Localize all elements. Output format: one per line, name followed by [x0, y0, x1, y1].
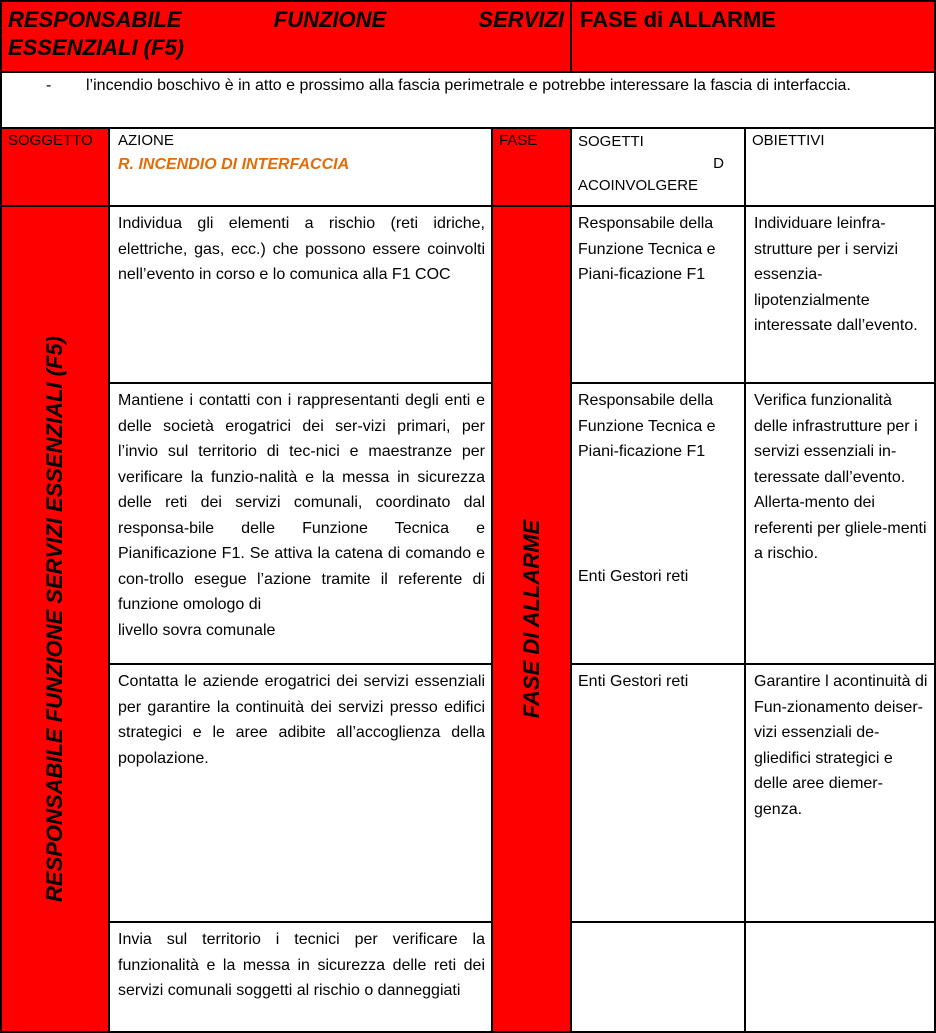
col-obiettivi [744, 127, 936, 207]
col-soggetto-label: SOGGETTO [8, 132, 93, 149]
row-2-soggetti-text: Responsabile della Funzione Tecnica e Piani-ficazione F1 [578, 392, 716, 460]
table-row-1-azione [108, 205, 493, 384]
col-azione-subtitle: R. INCENDIO DI INTERFACCIA [118, 156, 350, 173]
table-row-1-soggetti [570, 205, 746, 384]
soggetto-band [0, 205, 110, 1033]
header-title-cell [0, 0, 572, 73]
col-fase [491, 127, 572, 207]
table-row-3-soggetti [570, 663, 746, 923]
table-row-4-soggetti [570, 921, 746, 1033]
col-soggetti-line3: ACOINVOLGERE [578, 177, 699, 194]
intro-bullet: - [46, 77, 52, 94]
col-fase-label: FASE [499, 132, 538, 149]
row-1-soggetti-text: Responsabile della Funzione Tecnica e Piani-ficazione F1 [578, 215, 716, 283]
row-2-azione-text: Mantiene i contatti con i rappresentanti degli enti e delle società erogatrici dei ser-vizi primari, per l’invio sul territorio di tec-nici e maestranze per verificare la funzio-nalità e la messa in sicurezza delle reti dei servizi comunali, coordinato dal responsa-bile delle Funzione Tecnica e Pianificazione F1. Se attiva la catena di comando e con-trollo esegue l’azione tramite il referente di funzione omologo di [118, 392, 485, 613]
col-soggetto [0, 127, 110, 207]
row-2-azione-last: livello sovra comunale [118, 621, 276, 639]
col-soggetti-line2: D [713, 155, 724, 172]
col-obiettivi-label: OBIETTIVI [752, 132, 825, 149]
row-3-azione-text: Contatta le aziende erogatrici dei servizi essenziali per garantire la continuità dei servizi presso edifici strategici e le aree adibite all’accoglienza della popolazione. [118, 673, 485, 767]
row-2-obiettivi-text: Verifica funzionalità delle infrastrutture per i servizi essenziali in-teressate dall’evento. Allerta-mento dei referenti per glielе-menti a rischio. [754, 392, 927, 562]
table-row-2-obiettivi [744, 382, 936, 665]
table-row-3-obiettivi [744, 663, 936, 923]
intro-text: l’incendio boschivo è in atto e prossimo alla fascia perimetrale e potrebbe interessare la fascia di interfaccia. [86, 77, 851, 94]
soggetto-vertical-label: RESPONSABILE FUNZIONE SERVIZI ESSENZIALI (F5) [42, 336, 67, 902]
table-row-4-obiettivi [744, 921, 936, 1033]
col-soggetti-line1: SOGETTI [578, 133, 644, 150]
col-soggetti [570, 127, 746, 207]
intro-cell [0, 71, 936, 129]
header-phase-cell [570, 0, 936, 73]
header-title-line1: RESPONSABILE FUNZIONE SERVIZI [8, 7, 564, 32]
table-row-3-azione [108, 663, 493, 923]
fase-vertical-label: FASE DI ALLARME [518, 519, 544, 719]
table-row-1-obiettivi [744, 205, 936, 384]
row-1-azione-text: Individua gli elementi a rischio (reti idriche, elettriche, gas, ecc.) che possono essere coinvolti nell’evento in corso e lo comunica alla F1 COC [118, 215, 485, 283]
row-3-soggetti-text: Enti Gestori reti [578, 673, 689, 690]
row-3-obiettivi-text: Garantire l acontinuità di Fun-zionamento deiser-vizi essenziali de-gliedifici strategici e delle aree diemer-genza. [754, 673, 928, 818]
fase-band [491, 205, 572, 1033]
table-row-4-azione [108, 921, 493, 1033]
table-row-2-soggetti [570, 382, 746, 665]
col-azione [108, 127, 493, 207]
row-2-soggetti-text2: Enti Gestori reti [578, 568, 689, 585]
header-phase: FASE di ALLARME [580, 7, 776, 32]
table-row-2-azione [108, 382, 493, 665]
row-1-obiettivi-text: Individuare leinfra-strutture per i servizi essenzia-lipotenzialmente interessate dall’evento. [754, 215, 918, 334]
col-azione-label: AZIONE [118, 132, 174, 149]
row-4-azione-text: Invia sul territorio i tecnici per verificare la funzionalità e la messa in sicurezza delle reti dei servizi comunali soggetti al rischio o danneggiati [118, 931, 485, 999]
header-title-line2: ESSENZIALI (F5) [8, 35, 185, 60]
